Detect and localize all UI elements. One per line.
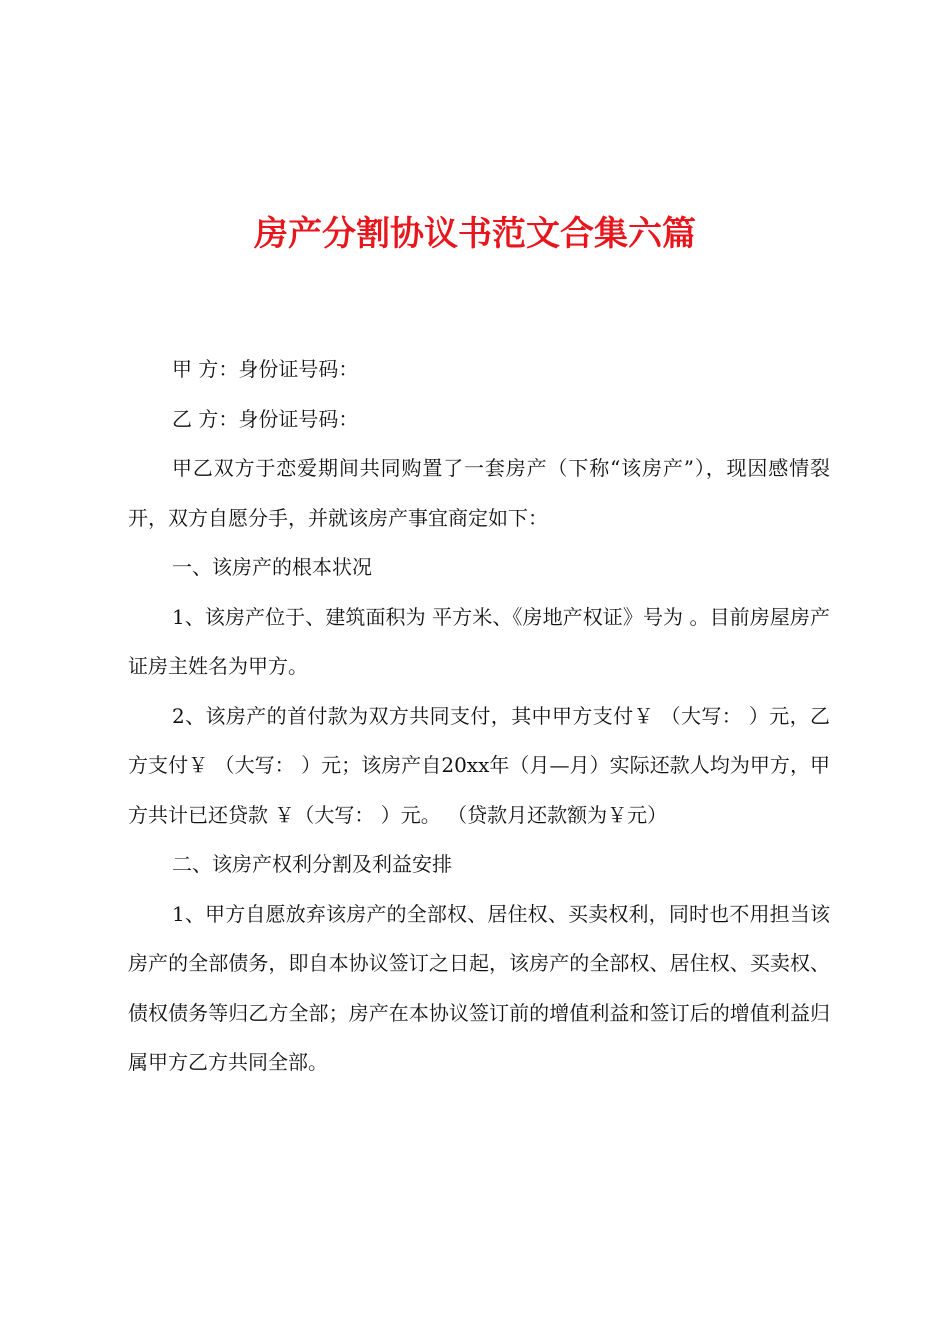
document-body [128,345,830,1088]
paragraph-intro: 甲乙双方于恋爱期间共同购置了一套房产（下称“该房产”），现因感情裂开，双方自愿分手，并就该房产事宜商定如下： [128,456,830,530]
document-title: 房产分割协议书范文合集六篇 [254,214,696,254]
paragraph-clause-1-2: 2、该房产的首付款为双方共同支付，其中甲方支付￥ （大写： ）元，乙方支付￥ （大写： ）元；该房产自20xx年（月—月）实际还款人均为甲方，甲方共计已还贷款 ￥（大写： ）元。 （贷款月还款额为￥元） [128,703,830,827]
paragraph-party-a: 甲 方：身份证号码： [172,357,359,381]
section-heading-1: 一、该房产的根本状况 [172,555,372,579]
paragraph-clause-2-1: 1、甲方自愿放弃该房产的全部权、居住权、买卖权利，同时也不用担当该房产的全部债务，即自本协议签订之日起，该房产的全部权、居住权、买卖权、债权债务等归乙方全部；房产在本协议签订前的增值利益和签订后的增值利益归属甲方乙方共同全部。 [128,901,830,1074]
paragraph-party-b: 乙 方：身份证号码： [172,406,359,431]
section-heading-2: 二、该房产权利分割及利益安排 [172,852,452,876]
paragraph-clause-1-1: 1、该房产位于、建筑面积为 平方米、《房地产权证》号为 。目前房屋房产证房主姓名为甲方。 [128,604,830,678]
